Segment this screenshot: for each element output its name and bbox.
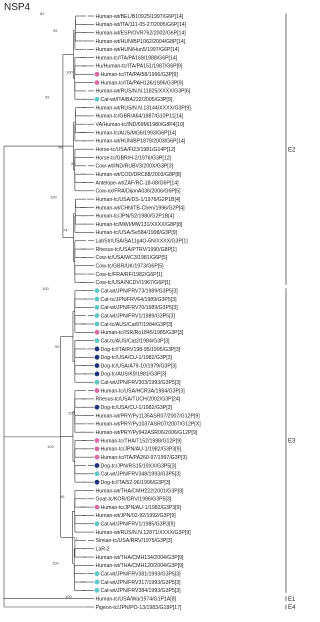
leaf-label: Human-tc/ISR/Ro1845/1985/G3P[3]: [100, 330, 184, 337]
cyan-host-marker: [95, 471, 100, 476]
leaf-label: Human-wt/THA/CMH222/2001/G3P[3]: [95, 488, 184, 495]
cyan-host-marker: [95, 588, 100, 593]
bootstrap-value: 98: [58, 144, 63, 150]
bootstrap-value: 99: [55, 344, 60, 350]
bootstrap-value: 100: [66, 69, 73, 75]
leaf-label: Cat-wt/JPN/FRV70/1989/G3P5[3]: [100, 305, 178, 312]
navy-host-marker: [95, 405, 100, 410]
leaf-label: Human-tc/USA/HCR3A/1984/G3P[3]: [100, 388, 185, 395]
leaf-label: Human-tc/JPN/AU-1/1982/G3P3[9]: [100, 446, 181, 453]
navy-host-marker: [95, 347, 100, 352]
leaf-label: Cow-tc/USA/WC3/1981/G6P[5]: [95, 255, 168, 262]
leaf-label: Human-wt/ESP/OVR762/2002/G6P[14]: [95, 30, 186, 37]
bootstrap-value: 100: [65, 593, 72, 599]
leaf-label: Cow-wt/IND/RUBV3/200X/G3P[3]: [95, 163, 174, 170]
cyan-host-marker: [95, 571, 100, 576]
genogroup-label: E2: [288, 147, 296, 154]
leaf-label: Human-wt/BEL/B10925/1997/G6P[14]: [95, 13, 184, 20]
leaf-label: Human-tc/JPN/S2/1980/G2P1B[4]: [95, 213, 174, 220]
pink-host-marker: [95, 446, 100, 451]
leaf-label: Human-tc/USA/DS-1/1976/G2P1B[4]: [95, 196, 181, 203]
leaf-label: Goat-tc/KOR/GRV/1996/G3P5[3]: [95, 496, 172, 503]
leaf-label: Dog-tc/USA/CU-1/1982/G3P[3]: [100, 405, 173, 412]
leaf-label: Cat-wt/JPN/FRV317/1993/G3P5[3]: [100, 579, 181, 586]
leaf-label: Human-wt/PRY/Py1037ASR07/2007/G12P[X]: [95, 421, 201, 428]
leaf-label: Cat-wt/JPN/FRV384/1993/G3P5[3]: [100, 588, 181, 595]
leaf-label: Cat-tc/AUS/Cat2/1984/G3P[3]: [100, 338, 170, 345]
leaf-label: Human-wt/HUN/Hun5/1997/G6P[14]: [95, 47, 180, 54]
leaf-labels: [95, 14, 202, 611]
leaf-label: Cat-wt/JPN/FRV73/1989/G3P5[3]: [100, 288, 178, 295]
pink-host-marker: [95, 80, 100, 85]
cyan-host-marker: [95, 313, 100, 318]
bootstrap-values: [40, 11, 78, 599]
leaf-label: VA/Human-tc/IND/69M/1980/G8P4[10]: [95, 122, 185, 129]
leaf-label: Human-wt/HUN/BP1879/2003/G6P[14]: [95, 138, 186, 145]
leaf-label: Human-tc/GBR/A64/1987/G10P11[14]: [95, 113, 184, 120]
leaf-label: Dog-tc/AUS/K9/1981/G3P[3]: [100, 371, 167, 378]
leaf-label: Cat-tc/AUS/Cat97/1984/G3P[3]: [100, 321, 173, 328]
leaf-label: Human-tc/THA/T152/1998/G12P[9]: [100, 438, 182, 445]
leaf-label: Cat-wt/JPN/FRV303/1993/G3P5[3]: [100, 380, 181, 387]
bootstrap-value: 100: [68, 410, 75, 416]
leaf-label: Cow-xx/FRA/DijonA036/2006/G6P[5]: [95, 188, 181, 195]
leaf-label: Human-tc/MWI/MW131/XXXX/G8P[8]: [95, 221, 183, 228]
leaf-label: Human-tc/AUS/MG6/1993/G6P[14]: [95, 130, 177, 137]
leaf-label: Cow-tc/USA/NCDV/1967/G6P[1]: [95, 280, 171, 287]
leaf-label: Cat-wt/JPN/FRV381/1993/G3P5[3]: [100, 571, 181, 578]
leaf-label: Human-tc/JPN/AU-1/1982/G3P3[9]: [100, 504, 181, 511]
navy-host-marker: [95, 363, 100, 368]
pink-host-marker: [95, 388, 100, 393]
leaf-label: Dog-tc/ITA/52-96/1996/G3P[3]: [100, 479, 171, 486]
cyan-host-marker: [95, 521, 100, 526]
leaf-label: Human-wt/ITA/111-05-27/2005/G6P[14]: [95, 22, 187, 29]
pink-host-marker: [95, 438, 100, 443]
cyan-host-marker: [95, 380, 100, 385]
figure-title: NSP4: [4, 2, 31, 13]
leaf-label: Human-tc/ITA/PA260-97/1997/G3P[3]: [100, 454, 187, 461]
leaf-label: Human-tc/USA/Se584/1998/G3P[9]: [95, 230, 178, 237]
leaf-label: Rhesus-tc/USA/TUCH/2002/G3P[24]: [95, 396, 181, 403]
navy-host-marker: [95, 463, 100, 468]
leaf-label: Cat-wt/JPN/FRV348/1993/G3P5[3]: [100, 471, 181, 478]
bootstrap-value: 74: [63, 227, 68, 233]
navy-host-marker: [95, 480, 100, 485]
cyan-host-marker: [95, 322, 100, 327]
cyan-host-marker: [95, 580, 100, 585]
leaf-label: Cat-wt/JPN/FRV1/1989/G3P5[3]: [100, 313, 175, 320]
leaf-label: Dog-tc/JPN/RS15/19XX/G3P5[3]: [100, 463, 177, 470]
bootstrap-value: 96: [60, 493, 65, 499]
bootstrap-value: 100: [52, 560, 59, 566]
leaf-label: LabStr/USA/SA11g4O-6N/XXXX/G3P[1]: [95, 238, 188, 245]
leaf-label: LaR-2: [95, 546, 110, 553]
leaf-label: Horse-tc/USA/FI23/1981/G14P[12]: [95, 146, 176, 153]
leaf-label: Human-wt/THA/CMH134/2004/G3P[9]: [95, 554, 184, 561]
bootstrap-value: 95: [71, 161, 76, 167]
leaf-label: Human-tc/ITA/PAH136/1996/G3P[9]: [100, 80, 184, 87]
pink-host-marker: [95, 72, 100, 77]
leaf-label: Human-wt/JPN/02-92/1992/G3P[9]: [95, 513, 176, 520]
leaf-label: Cat-tc/JPN/FRV64/1989/G3P5[3]: [100, 296, 177, 303]
cyan-host-marker: [95, 97, 100, 102]
leaf-label: Human-wt/PRY/Py1135ASR07/2007/G12P[9]: [95, 413, 200, 420]
leaf-label: Human-wt/HUN/BP1062/2004/G8P[14]: [95, 38, 186, 45]
leaf-label: Rhesus-tc/USA/PTRV/1990/G8P[1]: [95, 246, 177, 253]
leaf-label: Human-wt/PRY/Py942ASR06/2006/G12P[9]: [95, 429, 198, 436]
leaf-label: Human-wt/RUS/N.N.12871/XXXX/G3P[9]: [95, 529, 191, 536]
leaf-label: Human-wt/RUS/N.N.11825/XXXX/G3P[6]: [95, 88, 191, 95]
pink-host-marker: [95, 330, 100, 335]
cyan-host-marker: [95, 297, 100, 302]
navy-host-marker: [95, 372, 100, 377]
leaf-label: Human-tc/ITA/PAI58/1996/G3P[9]: [100, 72, 178, 79]
genogroup-label: E3: [288, 438, 296, 445]
leaf-label: Cow-tc/GBR/UK/1973/G6P[5]: [95, 263, 164, 270]
cyan-host-marker: [95, 305, 100, 310]
leaf-label: Human-tc/ITA/PA169/1988/G6P[14]: [95, 55, 178, 62]
genogroup-brackets: [286, 14, 296, 612]
leaf-label: Cat-wt/JPN/FRV1/1985/G3P3[9]: [100, 521, 175, 528]
pink-host-marker: [95, 505, 100, 510]
bootstrap-value: 100: [47, 444, 54, 450]
bootstrap-value: 99: [45, 94, 50, 100]
leaf-label: Pigeon-tc/JPN/PO-13/1983/G18P[17]: [95, 604, 182, 611]
navy-host-marker: [95, 355, 100, 360]
leaf-label: Human-wt/CHN/TB-Chen/1996/G2P[4]: [95, 205, 185, 212]
leaf-label: Simian-tc/USA/RRV/1975/G3P[3]: [95, 538, 173, 545]
leaf-label: Horse-tc/GBR/H-2/1976/G3P[12]: [95, 155, 172, 162]
bootstrap-value: 95: [53, 27, 58, 33]
leaf-label: Cow-tc/FRA/RF/1982/G6P[1]: [95, 271, 163, 278]
bootstrap-value: 82: [40, 11, 45, 17]
leaf-label: Human-wt/COD/DRC88/2003/G8P[8]: [95, 171, 182, 178]
leaf-label: Antelope-wt/ZAF/RC-18-08/G6P[14]: [95, 180, 179, 187]
cyan-host-marker: [95, 288, 100, 293]
genogroup-label: E4: [288, 605, 296, 612]
bootstrap-value: 100: [50, 194, 57, 200]
leaf-label: Human-tc/USA/Wa/1974/G1P1A[8]: [95, 596, 177, 603]
genogroup-label: E1: [288, 596, 296, 603]
leaf-label: Cat-wt/ITA/BA222/2005/G3P[9]: [100, 97, 173, 104]
leaf-label: Dog-tc/USA/A79-10/1979/G3P[3]: [100, 363, 177, 370]
leaf-label: Hu/Human-tc/ITA/PA151/1987/G6P[9]: [95, 63, 183, 70]
pink-host-marker: [95, 455, 100, 460]
leaf-label: Dog-tc/USA/CU-1/1982/G3P[3]: [100, 355, 173, 362]
bootstrap-value: 51: [73, 535, 78, 541]
tree-branches: [4, 16, 94, 607]
cyan-host-marker: [95, 338, 100, 343]
leaf-label: Dog-tc/ITA/RV198-95/1995/G3P[3]: [100, 346, 181, 353]
bootstrap-value: 100: [42, 285, 49, 291]
leaf-label: Human-wt/RUS/N.N.13144/XXXX/G3P[9]: [95, 105, 191, 112]
leaf-label: Human-wt/THA/CMH120/2004/G3P[9]: [95, 563, 184, 570]
